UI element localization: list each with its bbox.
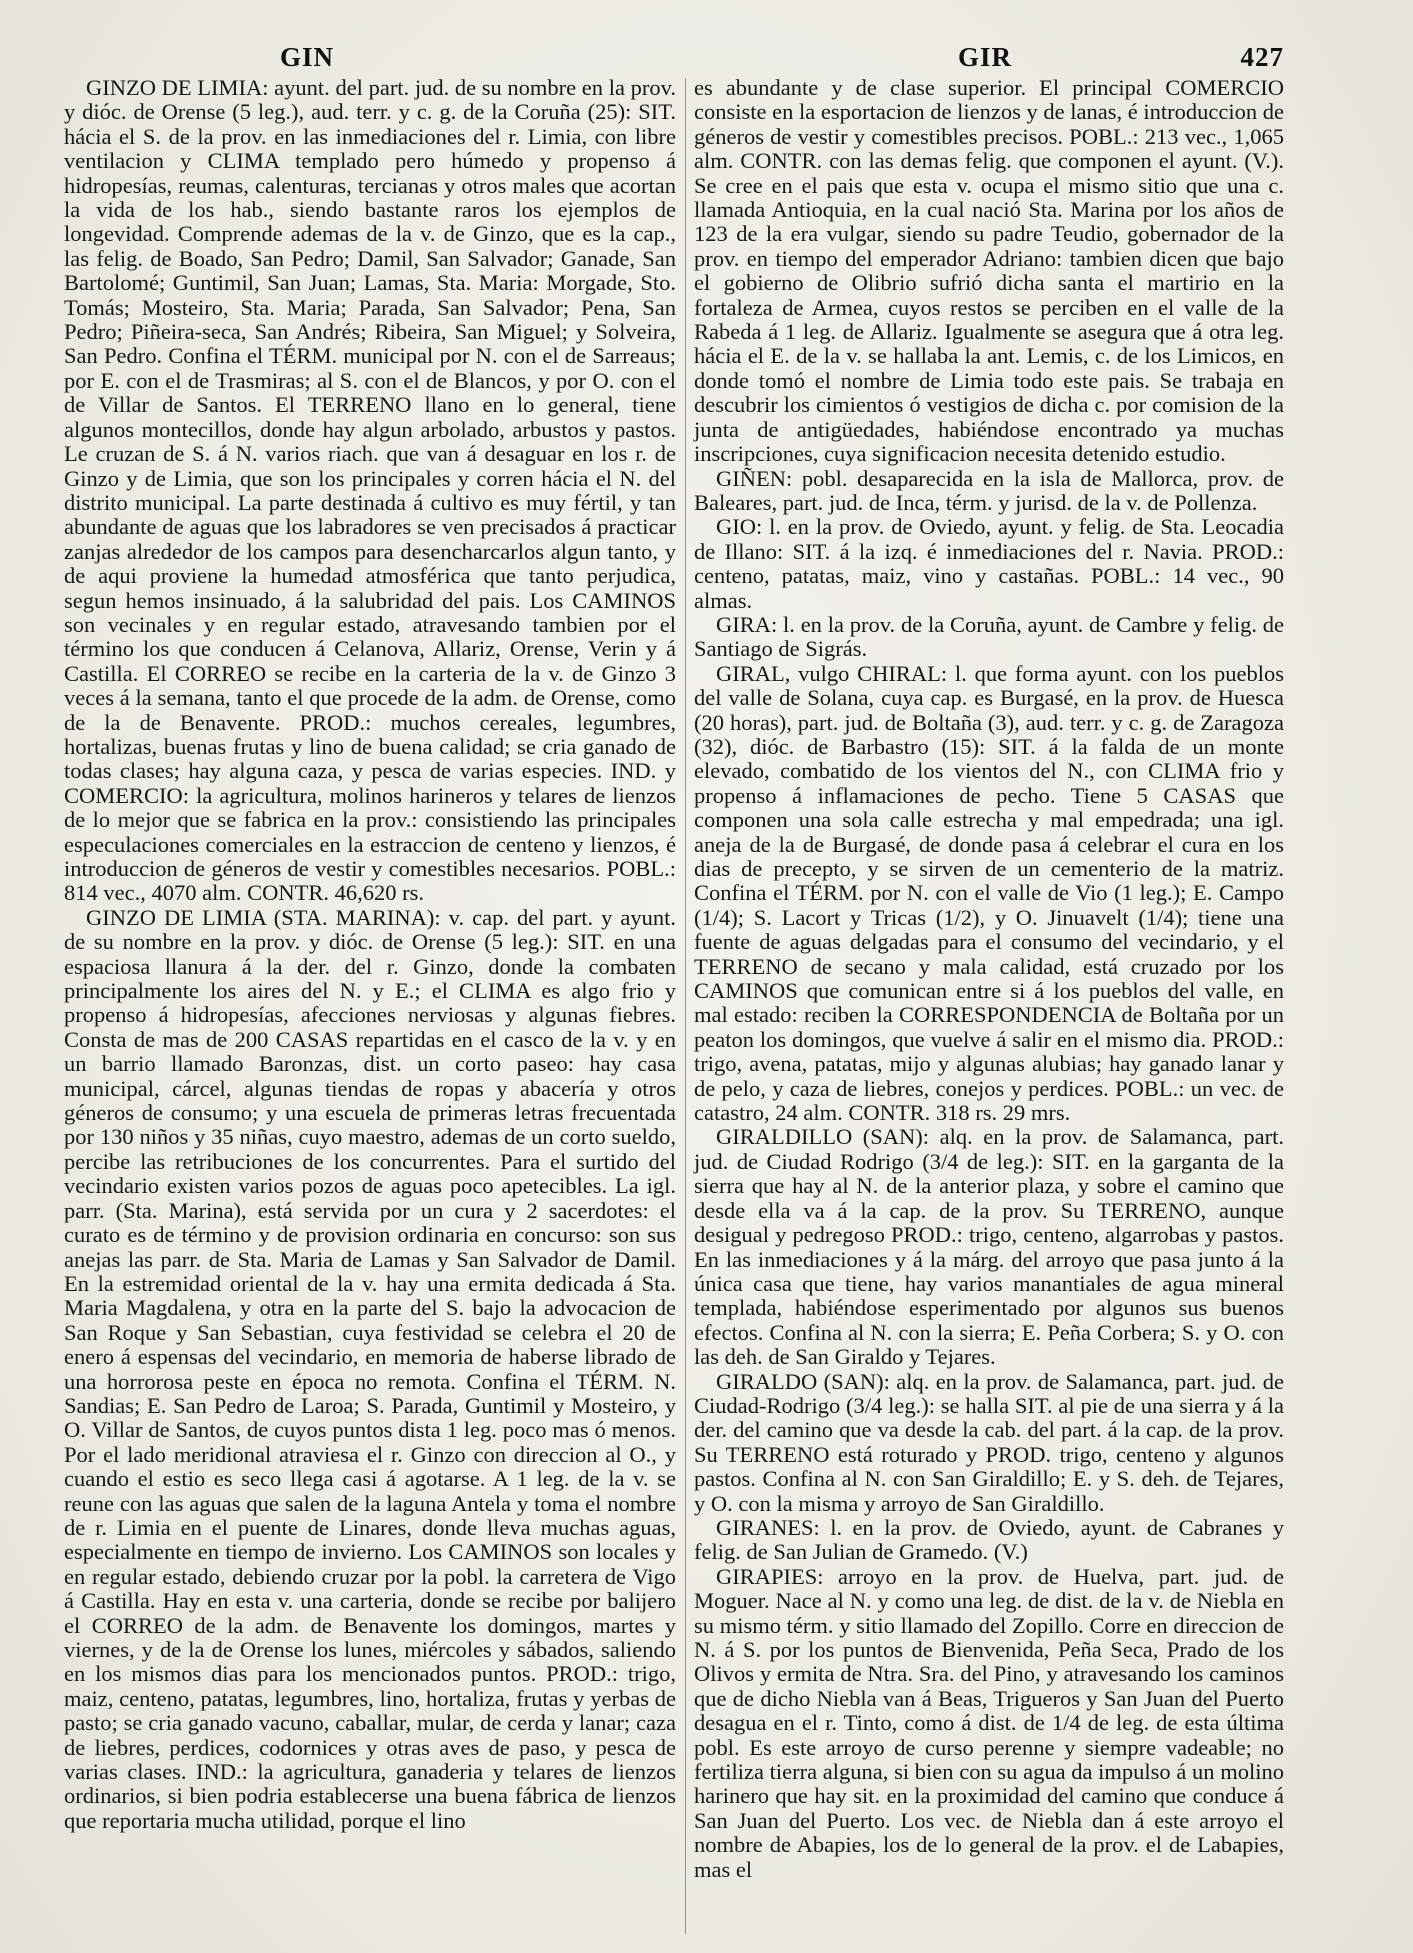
running-head-right-guide-word: GIR — [957, 42, 1012, 72]
entry-ginzo-de-limia-ayuntamiento: GINZO DE LIMIA: ayunt. del part. jud. de su nombre en la prov. y dióc. de Orense (5 leg.), aud. terr. y c. g. de la Coruña (25): SIT. hácia el S. de la prov. en las inmediaciones del r. Limia, con libre ventilacion y CLIMA templado pero húmedo y propenso á hidropesías, reumas, calenturas, tercianas y otros males que acortan la vida de los hab., siendo bastante raros los ejemplos de longevidad. Comprende ademas de la v. de Ginzo, que es la cap., las felig. de Boado, San Pedro; Damil, San Salvador; Ganade, San Bartolomé; Guntimil, San Juan; Lamas, Sta. Maria: Morgade, Sto. Tomás; Mosteiro, Sta. Maria; Parada, San Salvador; Pena, San Pedro; Piñeira-seca, San Andrés; Ribeira, San Miguel; y Solveira, San Pedro. Confina el TÉRM. municipal por N. con el de Sarreaus; por E. con el de Trasmiras; al S. con el de Blancos, y por O. con el de Villar de Santos. El TERRENO llano en lo general, tiene algunos montecillos, donde hay algun arbolado, arbustos y pastos. Le cruzan de S. á N. varios riach. que van á desaguar en los r. de Ginzo y de Limia, que son los principales y corren hácia el N. del distrito municipal. La parte destinada á cultivo es muy fértil, y tan abundante de aguas que los labradores se ven precisados á practicar zanjas alrededor de los campos para desencharcarlos algun tanto, y de aqui proviene la humedad atmosférica que tanto perjudica, segun hemos insinuado, á la salubridad del pais. Los CAMINOS son vecinales y en regular estado, atravesando tambien por el término los que conducen á Celanova, Allariz, Orense, Verin y á Castilla. El CORREO se recibe en la carteria de la v. de Ginzo 3 veces á la semana, tanto el que procede de la adm. de Orense, como de la de Benavente. PROD.: muchos cereales, legumbres, hortalizas, buenas frutas y lino de buena calidad; se cria ganado de todas clases; hay alguna caza, y pesca de varias especies. IND. y COMERCIO: la agricultura, molinos harineros y telares de lienzos de lo mejor que se fabrica en la prov.: consistiendo las principales especulaciones comerciales en la estraccion de centeno y lienzos, é introduccion de géneros de vestir y comestibles necesarios. POBL.: 814 vec., 4070 alm. CONTR. 46,620 rs. — [64, 75, 676, 906]
entry-girapies: GIRAPIES: arroyo en la prov. de Huelva, part. jud. de Moguer. Nace al N. y como una leg. de dist. de la v. de Niebla en su mismo térm. y sitio llamado del Zopillo. Corre en direccion de N. á S. por los puntos de Bienvenida, Peña Seca, Prado de los Olivos y ermita de Ntra. Sra. del Pino, y atravesando los caminos que de dicho Niebla van á Beas, Trigueros y San Juan del Puerto desagua en el r. Tinto, como á dist. de 1/4 de leg. de esta última pobl. Es este arroyo de curso perenne y siempre vadeable; no fertiliza tierra alguna, si bien con su agua da impulso á un molino harinero que hay sit. en la proximidad del camino que conduce á San Juan del Puerto. Los vec. de Niebla dan á este arroyo el nombre de Abapies, los de lo general de la prov. el de Labapies, mas el — [694, 1563, 1284, 1882]
entry-giranes: GIRANES: l. en la prov. de Oviedo, ayunt. de Cabranes y felig. de San Julian de Gramedo. (V.) — [694, 1514, 1284, 1565]
entry-gira: GIRA: l. en la prov. de la Coruña, ayunt. de Cambre y felig. de Santiago de Sigrás. — [694, 611, 1284, 662]
entry-ginzo-de-limia-sta-marina: GINZO DE LIMIA (STA. MARINA): v. cap. del part. y ayunt. de su nombre en la prov. y dióc. de Orense (5 leg.): SIT. en una espaciosa llanura á la der. del r. Ginzo, donde la combaten principalmente los aires del N. y E.; el CLIMA es algo frio y propenso á hidropesías, afecciones nerviosas y algunas fiebres. Consta de mas de 200 CASAS repartidas en el casco de la v. y en un barrio llamado Baronzas, dist. un corto paseo: hay casa municipal, cárcel, algunas tiendas de ropas y abacería y otros géneros de consumo; y una escuela de primeras letras frecuentada por 130 niños y 35 niñas, cuyo maestro, ademas de un corto sueldo, percibe las retribuciones de los concurrentes. Para el surtido del vecindario existen varios pozos de aguas poco apetecibles. La igl. parr. (Sta. Marina), está servida por un cura y 2 sacerdotes: el curato es de término y de provision ordinaria en concurso: son sus anejas las parr. de Sta. Maria de Lamas y San Salvador de Damil. En la estremidad oriental de la v. hay una ermita dedicada á Sta. Maria Magdalena, y otra en la parte del S. bajo la advocacion de San Roque y San Sebastian, cuya festividad se celebra el 20 de enero á espensas del vecindario, en memoria de haberse librado de una horrorosa peste en época no remota. Confina el TÉRM. N. Sandias; E. San Pedro de Laroa; S. Parada, Guntimil y Mosteiro, y O. Villar de Santos, de cuyos puntos dista 1 leg. poco mas ó menos. Por el lado meridional atraviesa el r. Ginzo con direccion al O., y cuando el estio es seco llega casi á agotarse. A 1 leg. de la v. se reune con las aguas que salen de la laguna Antela y toma el nombre de r. Limia en el puente de Linares, donde lleva muchas aguas, especialmente en tiempo de invierno. Los CAMINOS son locales y en regular estado, debiendo cruzar por la pobl. la carretera de Vigo á Castilla. Hay en esta v. una carteria, donde se recibe por balijero el CORREO de la adm. de Benavente los domingos, martes y viernes, y de la de Orense los lunes, miércoles y sábados, saliendo en los mismos dias para los mencionados puntos. PROD.: trigo, maiz, centeno, patatas, legumbres, lino, hortaliza, frutas y yerbas de pasto; se cria ganado vacuno, caballar, mular, de cerda y lanar; caza de liebres, perdices, codornices y otras aves de paso, y pesca de varias clases. IND.: la agricultura, ganaderia y telares de lienzos ordinarios, si bien podria establecerse una buena fábrica de lienzos que reportaria mucha utilidad, porque el lino — [64, 904, 676, 1833]
entry-gio: GIO: l. en la prov. de Oviedo, ayunt. y felig. de Sta. Leocadia de Illano: SIT. á la izq. é inmediaciones del r. Navia. PROD.: centeno, patatas, maiz, vino y castañas. POBL.: 14 vec., 90 almas. — [694, 514, 1284, 613]
entry-giraldillo-san: GIRALDILLO (SAN): alq. en la prov. de Salamanca, part. jud. de Ciudad Rodrigo (3/4 de leg.): SIT. en la garganta de la sierra que hay al N. de la anterior plaza, y sobre el camino que desde ella va á la cap. de la prov. Su TERRENO, aunque desigual y pedregoso PROD.: trigo, centeno, algarrobas y pastos. En las inmediaciones y á la márg. del arroyo que pasa junto á la única casa que tiene, hay varios manantiales de agua mineral templada, habiéndose esperimentado por algunos sus buenos efectos. Confina al N. con la sierra; E. Peña Corbera; S. y O. con las deh. de San Giraldo y Tejares. — [694, 1124, 1284, 1370]
entry-giraldo-san: GIRALDO (SAN): alq. en la prov. de Salamanca, part. jud. de Ciudad-Rodrigo (3/4 leg.): se halla SIT. al pie de una sierra y á la der. del camino que va desde la cab. del part. á la cap. de la prov. Su TERRENO está roturado y PROD. trigo, centeno y algunos pastos. Confina al N. con San Giraldillo; E. y S. deh. de Tejares, y O. con la misma y arroyo de San Giraldillo. — [694, 1368, 1284, 1516]
right-text-column — [694, 76, 1284, 1882]
column-divider — [685, 78, 686, 1934]
entry-ginzo-de-limia-sta-marina-continuation: es abundante y de clase superior. El principal COMERCIO consiste en la esportacion de lienzos y de lanas, é introduccion de géneros de vestir y comestibles precisos. POBL.: 213 vec., 1,065 alm. CONTR. con las demas felig. que componen el ayunt. (V.). Se cree en el pais que esta v. ocupa el mismo sitio que una c. llamada Antioquia, en la cual nació Sta. Marina por los años de 123 de la era vulgar, siendo su padre Teudio, gobernador de la prov. en tiempo del emperador Adriano: tambien dicen que bajo el gobierno de Olibrio sufrió dicha santa el martirio en la fortaleza de Armea, cuyos restos se perciben en el valle de la Rabeda á 1 leg. de Allariz. Igualmente se asegura que á otra leg. hácia el E. de la v. se hallaba la ant. Lemis, c. de los Limicos, en donde tomó el nombre de Limia todo este pais. Se trabaja en descubrir los cimientos ó vestigios de dicha c. por comision de la junta de antigüedades, habiéndose encontrado ya muchas inscripciones, cuya significacion necesita detenido estudio. — [694, 75, 1284, 467]
entry-giral: GIRAL, vulgo CHIRAL: l. que forma ayunt. con los pueblos del valle de Solana, cuya cap. es Burgasé, en la prov. de Huesca (20 horas), part. jud. de Boltaña (3), aud. terr. y c. g. de Zaragoza (32), dióc. de Barbastro (15): SIT. á la falda de un monte elevado, combatido de los vientos del N., con CLIMA frio y propenso á inflamaciones de pecho. Tiene 5 CASAS que componen una sola calle estrecha y mal empedrada; una igl. aneja de la de Burgasé, de donde pasa á celebrar el cura en los dias de precepto, y se sirven de un cementerio de la matriz. Confina el TÉRM. por N. con el valle de Vio (1 leg.); E. Campo (1/4); S. Lacort y Tricas (1/2), y O. Jinuavelt (1/4); tiene una fuente de aguas delgadas para el consumo del vecindario, y el TERRENO de secano y mala calidad, está cruzado por los CAMINOS que comunican entre si á los pueblos del valle, en mal estado: reciben la CORRESPONDENCIA de Boltaña por un peaton los domingos, que vuelve á salir en el mismo dia. PROD.: trigo, avena, patatas, mijo y algunas alubias; hay ganado lanar y de pelo, y caza de liebres, conejos y perdices. POBL.: un vec. de catastro, 24 alm. CONTR. 318 rs. 29 mrs. — [694, 660, 1284, 1126]
entry-ginen: GIÑEN: pobl. desaparecida en la isla de Mallorca, prov. de Baleares, part. jud. de Inca, térm. y jurisd. de la v. de Pollenza. — [694, 465, 1284, 515]
left-text-column — [64, 76, 676, 1833]
running-head-left-guide-word: GIN — [279, 42, 334, 72]
page-number: 427 — [1240, 42, 1284, 72]
